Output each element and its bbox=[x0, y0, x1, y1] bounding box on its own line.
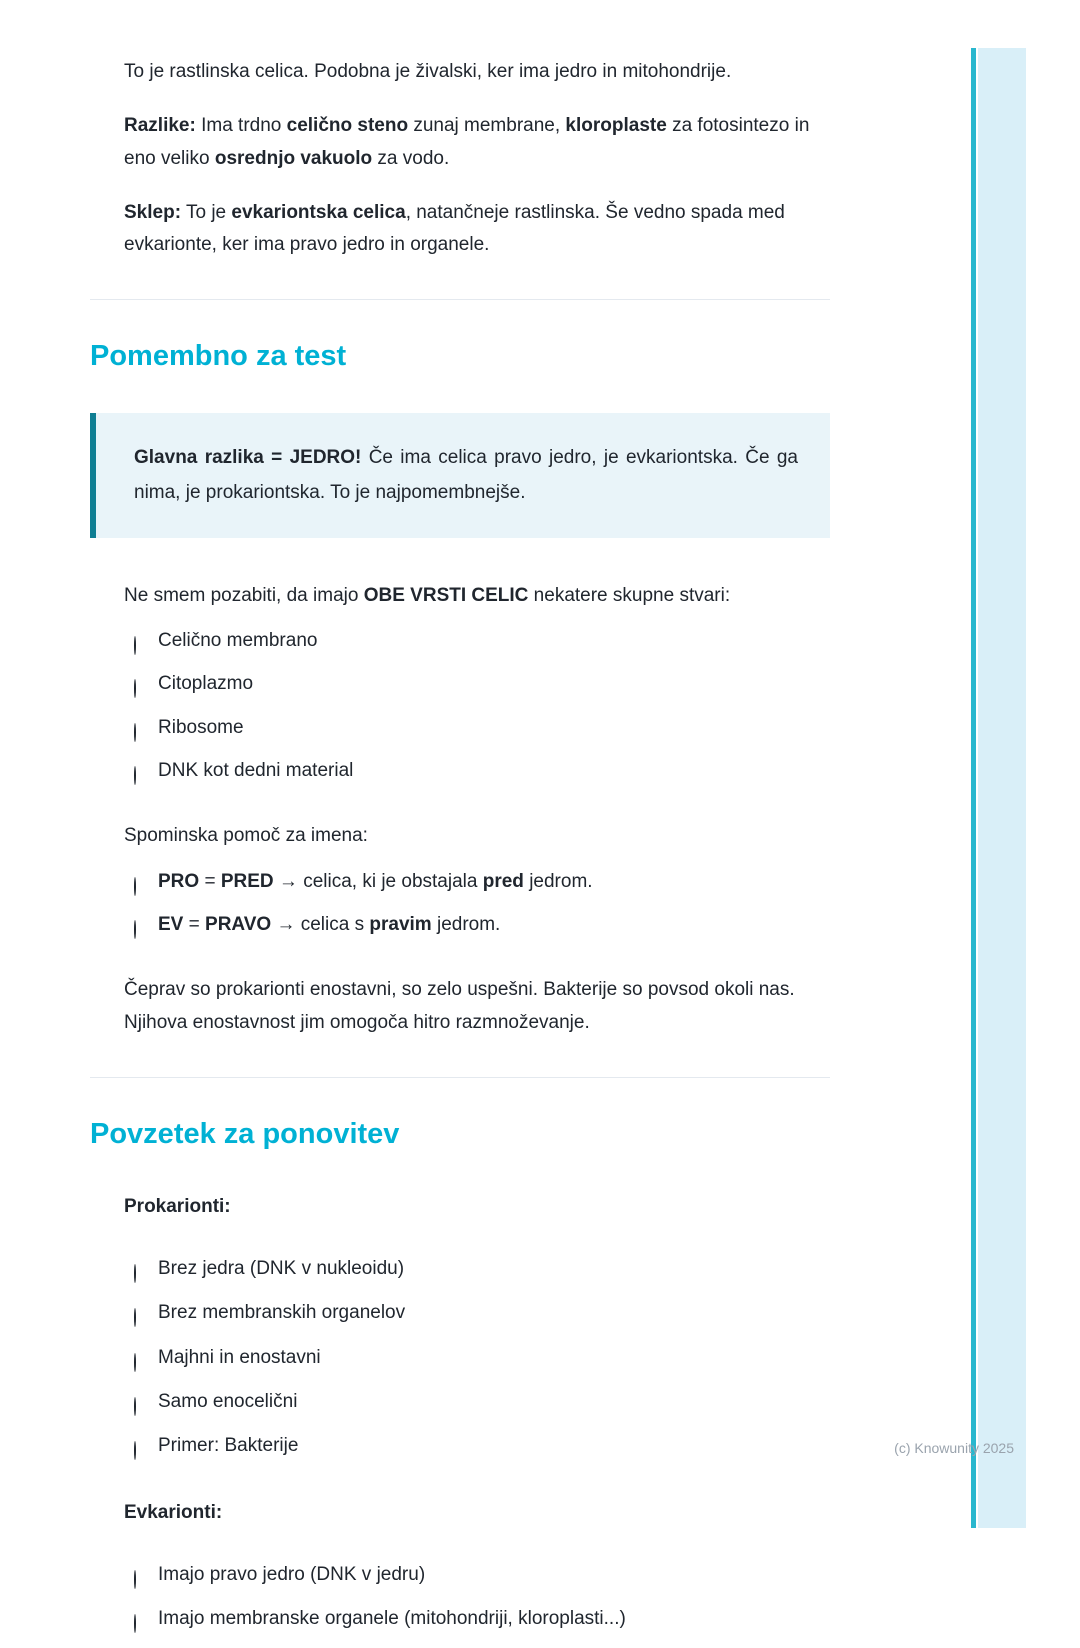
list-item-text: EV = PRAVO → celica s pravim jedrom. bbox=[158, 913, 501, 935]
bullet-icon bbox=[90, 197, 124, 262]
circle-bullet-icon bbox=[134, 668, 158, 700]
bullet-icon bbox=[90, 56, 124, 88]
circle-bullet-icon bbox=[134, 1342, 158, 1374]
list-item bbox=[90, 1497, 830, 1648]
list-item bbox=[134, 625, 830, 657]
list-item bbox=[134, 1253, 830, 1285]
bullet-icon bbox=[90, 110, 124, 175]
list-item bbox=[90, 197, 830, 262]
list-item bbox=[134, 1430, 830, 1462]
bullet-icon bbox=[90, 1497, 124, 1648]
circle-bullet-icon bbox=[134, 1559, 158, 1591]
list-item bbox=[134, 712, 830, 744]
callout-text: Glavna razlika = JEDRO! Če ima celica pravo jedro, je evkariontska. Če ga nima, je prokariontska. To je najpomembnejše. bbox=[134, 447, 798, 503]
intro-list bbox=[90, 56, 830, 261]
list-item-text: Imajo membranske organele (mitohondriji, kloroplasti...) bbox=[158, 1608, 626, 1630]
list-item-text: Majhni in enostavni bbox=[158, 1346, 321, 1368]
list-item-text: Čeprav so prokarionti enostavni, so zelo uspešni. Bakterije so povsod okoli nas. Njihova enostavnost jim omogoča hitro razmnoževanje. bbox=[124, 979, 795, 1033]
circle-bullet-icon bbox=[134, 1297, 158, 1329]
section-title-summary: Povzetek za ponovitev bbox=[90, 1117, 400, 1150]
list-item-text: To je rastlinska celica. Podobna je živalski, ker ima jedro in mitohondrije. bbox=[124, 61, 732, 82]
decorative-stripe bbox=[978, 48, 1026, 1528]
list-item-text: Sklep: To je evkariontska celica, natančneje rastlinska. Še vedno spada med evkarionte, ker ima pravo jedro in organele. bbox=[124, 201, 785, 256]
list-item-text: Primer: Bakterije bbox=[158, 1435, 299, 1457]
summary-list bbox=[90, 1191, 830, 1648]
sub-list bbox=[124, 625, 830, 787]
bullet-icon bbox=[90, 580, 124, 798]
decorative-stripe-line bbox=[971, 48, 976, 1528]
list-item-text: Prokarionti: bbox=[124, 1195, 231, 1217]
sub-list bbox=[124, 1253, 830, 1462]
list-item-text: Brez membranskih organelov bbox=[158, 1302, 406, 1324]
list-item bbox=[90, 56, 830, 88]
list-item-text: Ne smem pozabiti, da imajo OBE VRSTI CELIC nekatere skupne stvari: bbox=[124, 584, 731, 606]
bullet-icon bbox=[90, 1191, 124, 1475]
list-item bbox=[90, 1191, 830, 1475]
circle-bullet-icon bbox=[134, 1603, 158, 1635]
list-item bbox=[134, 866, 830, 898]
circle-bullet-icon bbox=[134, 1253, 158, 1285]
list-item-text: Imajo pravo jedro (DNK v jedru) bbox=[158, 1563, 426, 1585]
important-list bbox=[90, 580, 830, 1039]
list-item-text: Brez jedra (DNK v nukleoidu) bbox=[158, 1258, 405, 1280]
list-item bbox=[134, 1342, 830, 1374]
list-item-text: Ribosome bbox=[158, 716, 244, 738]
circle-bullet-icon bbox=[134, 755, 158, 787]
section-title-important: Pomembno za test bbox=[90, 340, 347, 373]
list-item bbox=[134, 1603, 830, 1635]
list-item bbox=[90, 580, 830, 798]
circle-bullet-icon bbox=[134, 625, 158, 657]
list-item-text: Citoplazmo bbox=[158, 673, 254, 695]
copyright-text: (c) Knowunity 2025 bbox=[894, 1440, 1014, 1456]
list-item bbox=[90, 974, 830, 1039]
section-divider bbox=[90, 1077, 830, 1078]
list-item bbox=[90, 820, 830, 952]
list-item-text: Celično membrano bbox=[158, 630, 318, 652]
list-item-text: Spominska pomoč za imena: bbox=[124, 825, 368, 847]
list-item bbox=[134, 668, 830, 700]
bullet-icon bbox=[90, 820, 124, 952]
list-item bbox=[134, 909, 830, 941]
list-item bbox=[90, 110, 830, 175]
list-item-text: PRO = PRED → celica, ki je obstajala pred jedrom. bbox=[158, 870, 593, 892]
sub-list bbox=[124, 866, 830, 942]
circle-bullet-icon bbox=[134, 866, 158, 898]
circle-bullet-icon bbox=[134, 712, 158, 744]
circle-bullet-icon bbox=[134, 909, 158, 941]
bullet-icon bbox=[90, 974, 124, 1039]
list-item-text: Samo enocelični bbox=[158, 1391, 298, 1413]
callout bbox=[90, 413, 830, 537]
list-item bbox=[134, 755, 830, 787]
section-divider bbox=[90, 299, 830, 300]
list-item-text: Razlike: Ima trdno celično steno zunaj membrane, kloroplaste za fotosintezo in eno veliko osrednjo vakuolo za vodo. bbox=[124, 115, 810, 169]
list-item bbox=[134, 1559, 830, 1591]
list-item bbox=[134, 1297, 830, 1329]
list-item-text: DNK kot dedni material bbox=[158, 760, 354, 782]
circle-bullet-icon bbox=[134, 1430, 158, 1462]
list-item-text: Evkarionti: bbox=[124, 1501, 223, 1523]
circle-bullet-icon bbox=[134, 1386, 158, 1418]
list-item bbox=[134, 1386, 830, 1418]
sub-list bbox=[124, 1559, 830, 1636]
